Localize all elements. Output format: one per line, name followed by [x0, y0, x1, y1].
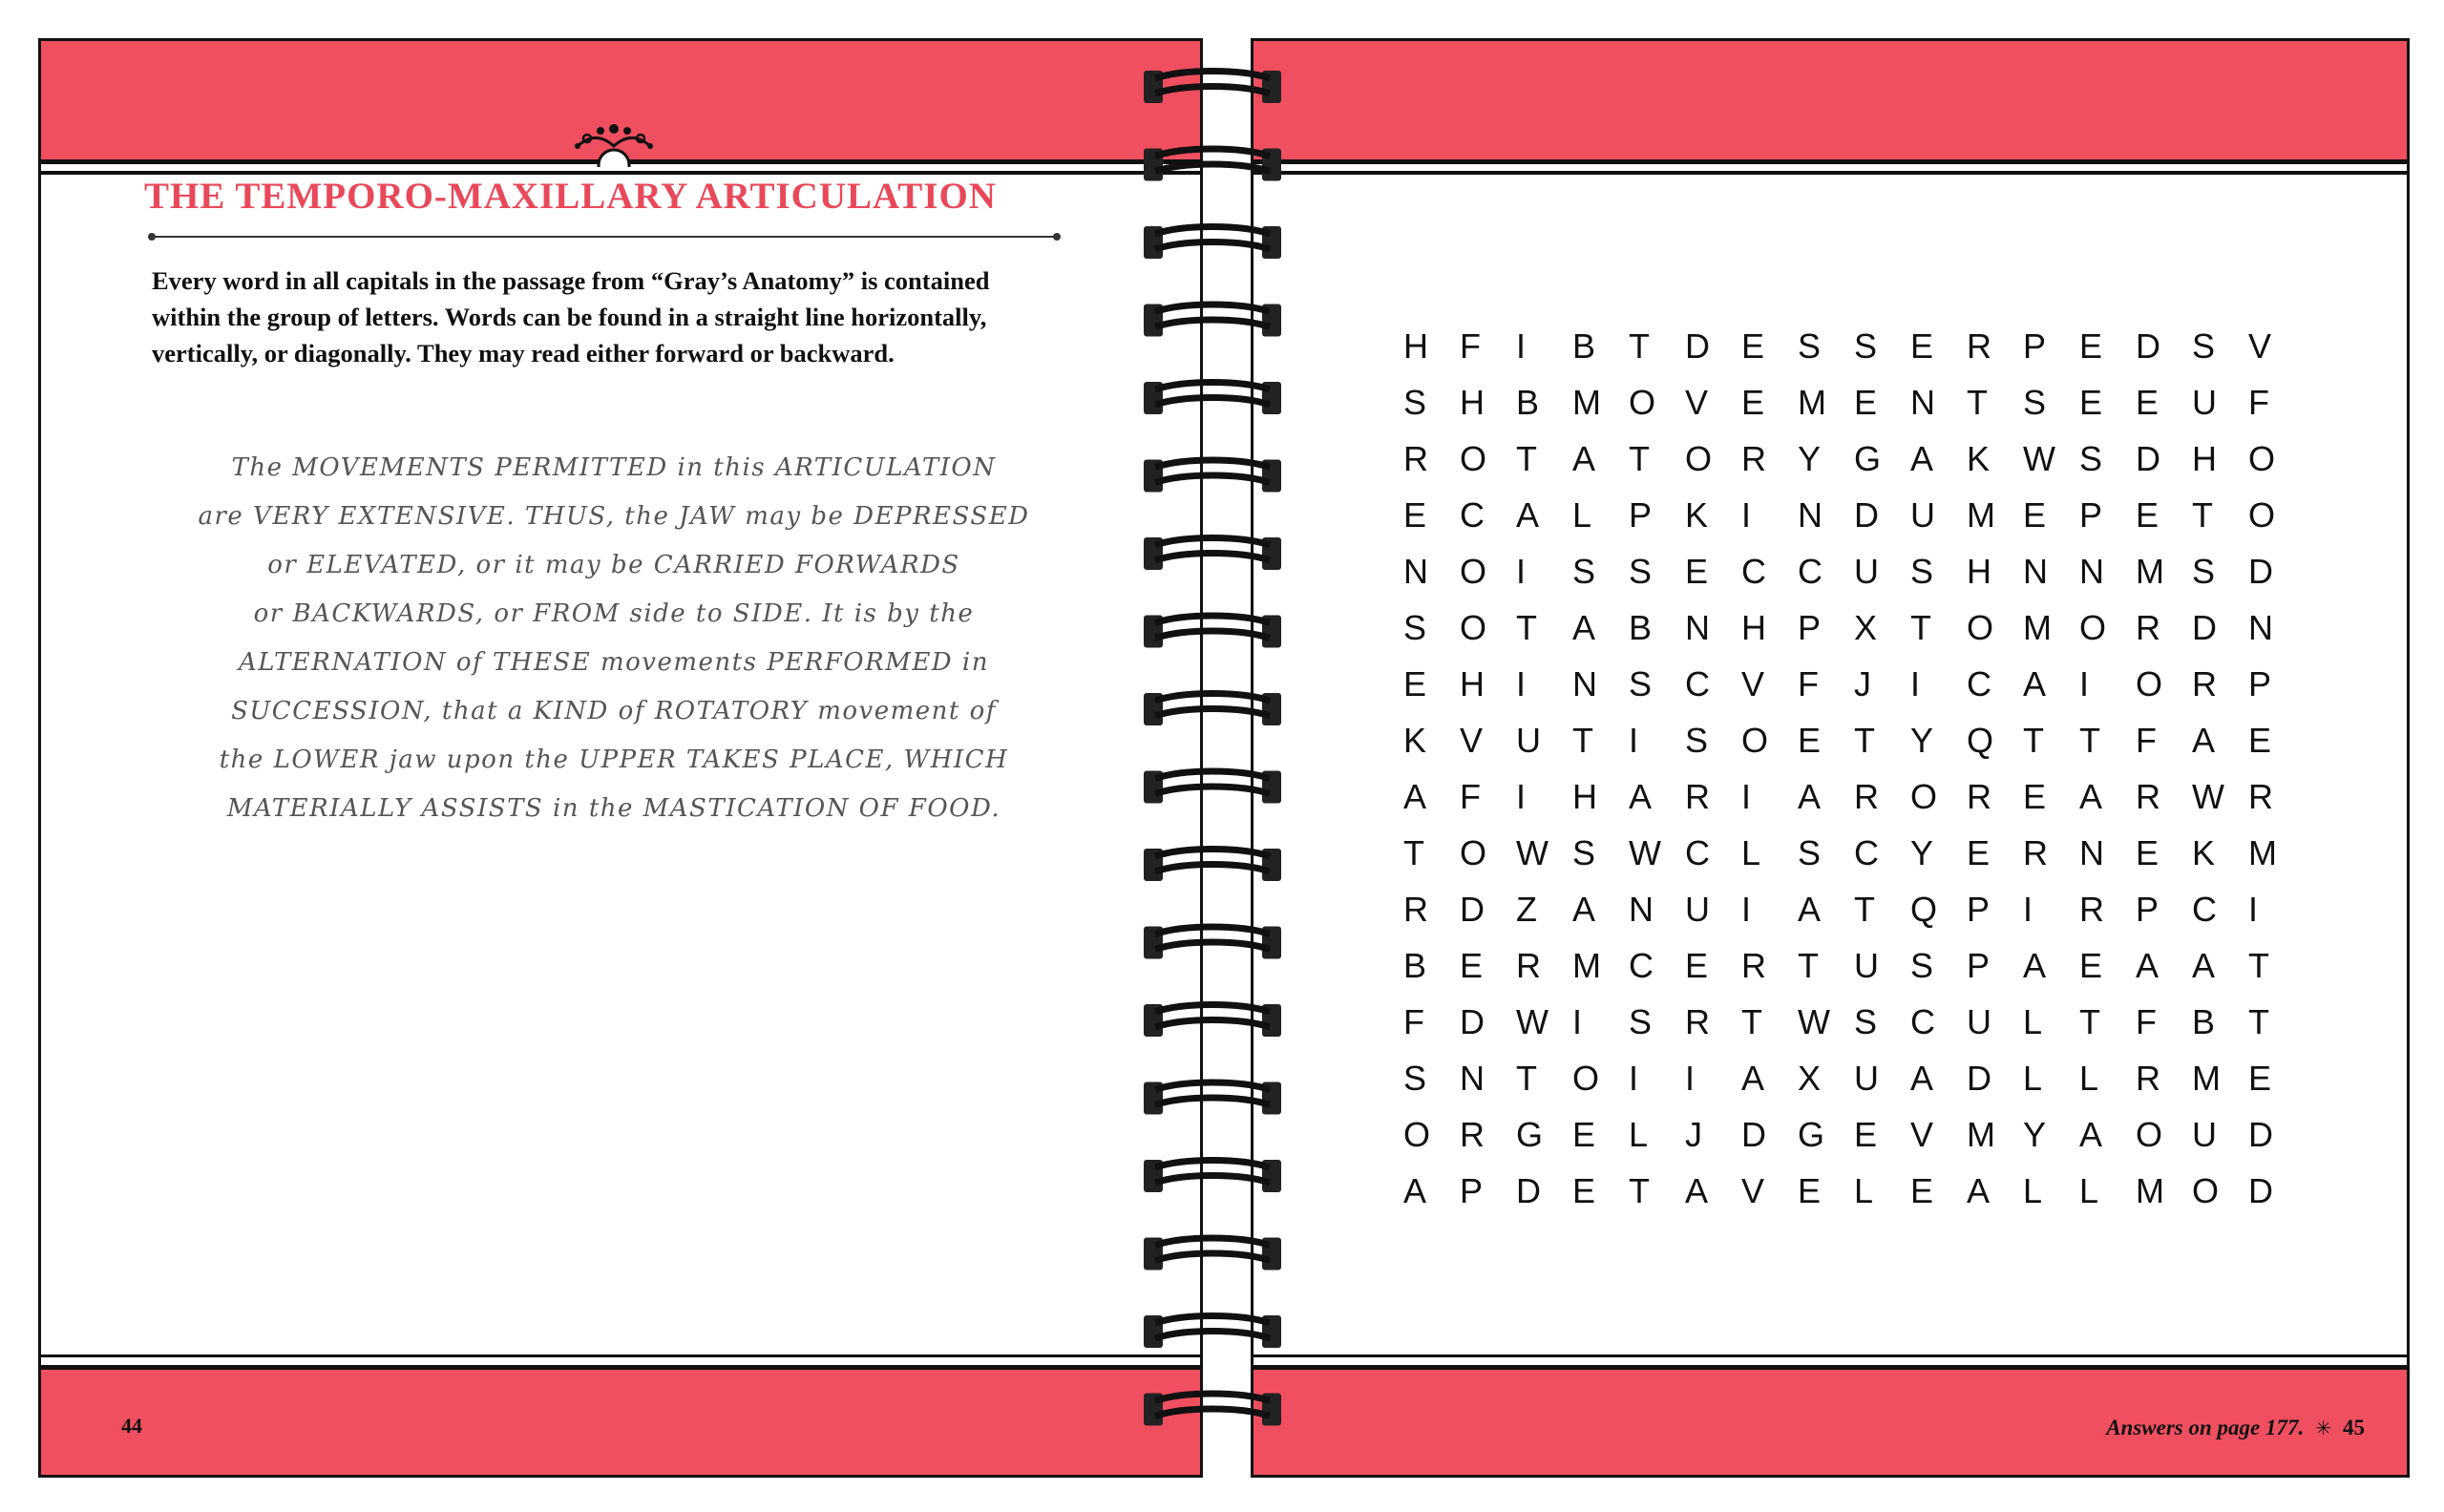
spiral-coil-icon	[1144, 304, 1281, 337]
page-number-left: 44	[121, 1414, 142, 1438]
grid-letter[interactable]: N	[1403, 551, 1428, 591]
grid-letter[interactable]: M	[2248, 832, 2277, 872]
grid-letter[interactable]: A	[1910, 1058, 1934, 1098]
grid-letter[interactable]: E	[1910, 1170, 1934, 1210]
grid-letter[interactable]: A	[1629, 776, 1653, 816]
grid-letter[interactable]: I	[1741, 889, 1752, 929]
anatomy-passage	[156, 444, 1072, 833]
grid-letter[interactable]: R	[1460, 1114, 1485, 1154]
grid-letter[interactable]: O	[1403, 1114, 1431, 1154]
grid-letter[interactable]: E	[2248, 1058, 2272, 1098]
grid-letter[interactable]: A	[1910, 438, 1934, 478]
grid-letter[interactable]: K	[2192, 832, 2216, 872]
grid-letter[interactable]: O	[1460, 551, 1487, 591]
grid-letter[interactable]: D	[1741, 1114, 1766, 1154]
grid-letter[interactable]: A	[1516, 494, 1540, 535]
passage-line: ALTERNATION of THESE movements PERFORMED in	[239, 648, 989, 677]
grid-letter[interactable]: I	[1516, 663, 1527, 704]
grid-letter[interactable]: J	[1854, 663, 1871, 704]
grid-letter[interactable]: L	[2023, 1001, 2043, 1041]
grid-letter[interactable]: N	[1460, 1058, 1485, 1098]
grid-letter[interactable]: R	[2192, 663, 2217, 704]
grid-letter[interactable]: R	[1403, 438, 1428, 478]
passage-line: the LOWER jaw upon the UPPER TAKES PLACE, WHICH	[219, 746, 1009, 774]
grid-letter[interactable]: T	[1967, 382, 1988, 422]
grid-letter[interactable]: E	[2136, 382, 2160, 422]
grid-letter[interactable]: I	[1910, 663, 1921, 704]
grid-letter[interactable]: S	[2079, 438, 2103, 478]
grid-letter[interactable]: U	[1967, 1001, 1991, 1041]
grid-letter[interactable]: O	[1741, 720, 1769, 760]
puzzle-instructions: Every word in all capitals in the passage from “Gray’s Anatomy” is contained within the group of letters. Words can be found in a straight line horizontally, vertically, or diagonally. They may read either forward or backward.	[152, 266, 990, 368]
grid-letter[interactable]: R	[1967, 776, 1991, 816]
grid-letter[interactable]: V	[2248, 326, 2272, 366]
spiral-coil-icon	[1144, 1315, 1281, 1348]
grid-letter[interactable]: N	[2023, 551, 2048, 591]
grid-letter[interactable]: U	[1910, 494, 1935, 535]
grid-letter[interactable]: P	[1967, 945, 1991, 985]
spiral-coil-icon	[1144, 382, 1281, 414]
grid-letter[interactable]: R	[2079, 889, 2104, 929]
grid-letter[interactable]: A	[1572, 889, 1596, 929]
spiral-coil-icon	[1144, 616, 1281, 648]
grid-letter[interactable]: C	[2192, 889, 2217, 929]
grid-letter[interactable]: D	[1516, 1170, 1541, 1210]
grid-letter[interactable]: H	[1572, 776, 1597, 816]
grid-letter[interactable]: O	[1629, 382, 1656, 422]
grid-letter[interactable]: H	[1967, 551, 1991, 591]
grid-letter[interactable]: I	[2023, 889, 2033, 929]
grid-letter[interactable]: O	[1460, 832, 1487, 872]
grid-letter[interactable]: A	[2192, 720, 2216, 760]
grid-letter[interactable]: T	[1516, 438, 1537, 478]
grid-letter[interactable]: D	[1967, 1058, 1991, 1098]
grid-letter[interactable]: E	[1854, 382, 1878, 422]
grid-letter[interactable]: D	[1460, 1001, 1485, 1041]
grid-letter[interactable]: W	[1629, 832, 1661, 872]
grid-letter[interactable]: O	[1910, 776, 1938, 816]
grid-letter[interactable]: H	[2192, 438, 2217, 478]
grid-letter[interactable]: N	[1629, 889, 1654, 929]
grid-letter[interactable]: T	[1403, 832, 1424, 872]
grid-letter[interactable]: L	[1854, 1170, 1874, 1210]
grid-letter[interactable]: Y	[1910, 832, 1934, 872]
grid-letter[interactable]: E	[2079, 382, 2103, 422]
passage-line: are VERY EXTENSIVE. THUS, the JAW may be DEPRESSED	[198, 502, 1030, 531]
grid-letter[interactable]: D	[1460, 889, 1485, 929]
grid-letter[interactable]: P	[2023, 326, 2047, 366]
grid-letter[interactable]: T	[1854, 720, 1875, 760]
spiral-coil-icon	[1144, 771, 1281, 804]
grid-letter[interactable]: H	[1741, 607, 1766, 647]
grid-letter[interactable]: S	[1629, 1001, 1653, 1041]
grid-letter[interactable]: M	[1967, 1114, 1995, 1154]
spiral-coil-icon	[1144, 693, 1281, 725]
grid-letter[interactable]: A	[1798, 889, 1822, 929]
grid-letter[interactable]: S	[1403, 607, 1427, 647]
grid-letter[interactable]: Y	[2023, 1114, 2047, 1154]
grid-letter[interactable]: R	[1685, 776, 1710, 816]
grid-letter[interactable]: U	[2192, 382, 2217, 422]
grid-letter[interactable]: S	[2192, 326, 2216, 366]
grid-letter[interactable]: V	[1460, 720, 1484, 760]
grid-letter[interactable]: I	[1572, 1001, 1583, 1041]
grid-letter[interactable]: A	[2023, 945, 2047, 985]
grid-letter[interactable]: A	[2192, 945, 2216, 985]
grid-letter[interactable]: T	[2079, 1001, 2100, 1041]
grid-letter[interactable]: T	[2023, 720, 2044, 760]
spiral-coil-icon	[1144, 1004, 1281, 1037]
grid-letter[interactable]: I	[1685, 1058, 1696, 1098]
grid-letter[interactable]: I	[1741, 494, 1752, 535]
grid-letter[interactable]: O	[1572, 1058, 1600, 1098]
grid-letter[interactable]: W	[2023, 438, 2055, 478]
grid-letter[interactable]: T	[1854, 889, 1875, 929]
grid-letter[interactable]: I	[1741, 776, 1752, 816]
grid-letter[interactable]: E	[2136, 832, 2160, 872]
spiral-coil-icon	[1144, 1082, 1281, 1115]
grid-letter[interactable]: W	[1798, 1001, 1830, 1041]
grid-letter[interactable]: X	[1798, 1058, 1822, 1098]
grid-letter[interactable]: A	[1403, 1170, 1427, 1210]
grid-letter[interactable]: E	[2248, 720, 2272, 760]
grid-letter[interactable]: S	[1629, 663, 1653, 704]
grid-letter[interactable]: T	[1629, 438, 1650, 478]
grid-letter[interactable]: E	[1572, 1114, 1596, 1154]
grid-letter[interactable]: T	[1629, 1170, 1650, 1210]
grid-letter[interactable]: Y	[1798, 438, 1822, 478]
grid-letter[interactable]: N	[2079, 551, 2104, 591]
grid-letter[interactable]: O	[2192, 1170, 2220, 1210]
grid-letter[interactable]: G	[1516, 1114, 1544, 1154]
grid-letter[interactable]: N	[1798, 494, 1822, 535]
grid-letter[interactable]: E	[1403, 663, 1427, 704]
grid-letter[interactable]: K	[1685, 494, 1709, 535]
grid-letter[interactable]: G	[1854, 438, 1882, 478]
grid-letter[interactable]: M	[1572, 382, 1601, 422]
grid-letter[interactable]: S	[1854, 326, 1878, 366]
grid-letter[interactable]: E	[2023, 494, 2047, 535]
passage-line: or BACKWARDS, or FROM side to SIDE. It is by the	[253, 599, 975, 628]
grid-letter[interactable]: U	[1685, 889, 1710, 929]
grid-letter[interactable]: R	[1403, 889, 1428, 929]
grid-letter[interactable]: T	[2192, 494, 2213, 535]
grid-letter[interactable]: V	[1910, 1114, 1934, 1154]
grid-letter[interactable]: C	[1967, 663, 1991, 704]
grid-letter[interactable]: S	[1572, 832, 1596, 872]
spiral-coil-icon	[1144, 1160, 1281, 1192]
grid-letter[interactable]: A	[1403, 776, 1427, 816]
grid-letter[interactable]: E	[1854, 1114, 1878, 1154]
passage-line: MATERIALLY ASSISTS in the MASTICATION OF FOOD.	[226, 794, 1001, 823]
grid-letter[interactable]: S	[1798, 832, 1822, 872]
grid-letter[interactable]: L	[2023, 1170, 2043, 1210]
grid-letter[interactable]: S	[1910, 945, 1934, 985]
grid-letter[interactable]: S	[1798, 326, 1822, 366]
grid-letter[interactable]: E	[1685, 945, 1709, 985]
grid-letter[interactable]: W	[2192, 776, 2224, 816]
grid-letter[interactable]: T	[1572, 720, 1593, 760]
grid-letter[interactable]: F	[1460, 776, 1481, 816]
grid-letter[interactable]: E	[2079, 945, 2103, 985]
spiral-coil-icon	[1144, 460, 1281, 493]
grid-letter[interactable]: E	[1460, 945, 1484, 985]
grid-letter[interactable]: N	[1685, 607, 1710, 647]
grid-letter[interactable]: O	[2136, 663, 2163, 704]
grid-letter[interactable]: E	[1572, 1170, 1596, 1210]
grid-letter[interactable]: J	[1685, 1114, 1702, 1154]
grid-letter[interactable]: E	[1403, 494, 1427, 535]
grid-letter[interactable]: S	[2192, 551, 2216, 591]
grid-letter[interactable]: B	[2192, 1001, 2216, 1041]
grid-letter[interactable]: E	[2079, 326, 2103, 366]
grid-letter[interactable]: D	[2136, 438, 2160, 478]
grid-letter[interactable]: D	[2248, 1170, 2273, 1210]
grid-letter[interactable]: P	[1460, 1170, 1484, 1210]
grid-letter[interactable]: O	[1967, 607, 1994, 647]
grid-letter[interactable]: E	[1741, 326, 1765, 366]
grid-letter[interactable]: N	[2079, 832, 2104, 872]
grid-letter[interactable]: R	[2023, 832, 2048, 872]
grid-letter[interactable]: H	[1460, 382, 1485, 422]
grid-letter[interactable]: P	[2079, 494, 2103, 535]
grid-letter[interactable]: K	[1403, 720, 1427, 760]
grid-letter[interactable]: O	[2136, 1114, 2163, 1154]
grid-letter[interactable]: U	[1516, 720, 1541, 760]
grid-letter[interactable]: E	[2023, 776, 2047, 816]
grid-letter[interactable]: S	[1685, 720, 1709, 760]
grid-letter[interactable]: P	[2248, 663, 2272, 704]
grid-letter[interactable]: B	[1572, 326, 1596, 366]
grid-letter[interactable]: Q	[1967, 720, 1994, 760]
spiral-binding	[1127, 57, 1298, 1460]
grid-letter[interactable]: O	[1460, 438, 1487, 478]
grid-letter[interactable]: R	[1741, 438, 1766, 478]
grid-letter[interactable]: C	[1685, 832, 1710, 872]
grid-letter[interactable]: S	[1403, 382, 1427, 422]
grid-letter[interactable]: T	[1910, 607, 1931, 647]
grid-letter[interactable]: I	[2079, 663, 2090, 704]
grid-letter[interactable]: F	[2136, 1001, 2157, 1041]
grid-letter[interactable]: I	[1629, 720, 1639, 760]
grid-letter[interactable]: U	[1854, 1058, 1879, 1098]
spiral-coil-icon	[1144, 226, 1281, 259]
grid-letter[interactable]: D	[2136, 326, 2160, 366]
grid-letter[interactable]: C	[1460, 494, 1485, 535]
grid-letter[interactable]: S	[1629, 551, 1653, 591]
grid-letter[interactable]: S	[1910, 551, 1934, 591]
grid-letter[interactable]: T	[2248, 1001, 2269, 1041]
grid-letter[interactable]: C	[1741, 551, 1766, 591]
grid-letter[interactable]: U	[1854, 551, 1879, 591]
grid-letter[interactable]: L	[1741, 832, 1761, 872]
grid-letter[interactable]: M	[2023, 607, 2052, 647]
footer-right	[2106, 1416, 2365, 1440]
grid-letter[interactable]: C	[1685, 663, 1710, 704]
grid-letter[interactable]: F	[2248, 382, 2269, 422]
grid-letter[interactable]: A	[1741, 1058, 1765, 1098]
grid-letter[interactable]: E	[1798, 1170, 1822, 1210]
title-divider	[152, 236, 1057, 238]
grid-letter[interactable]: E	[1741, 382, 1765, 422]
grid-letter[interactable]: N	[1910, 382, 1935, 422]
spiral-coil-icon	[1144, 1238, 1281, 1270]
grid-letter[interactable]: G	[1798, 1114, 1825, 1154]
grid-letter[interactable]: M	[2136, 551, 2164, 591]
grid-letter[interactable]: E	[1685, 551, 1709, 591]
grid-letter[interactable]: H	[1403, 326, 1428, 366]
grid-letter[interactable]: O	[1460, 607, 1487, 647]
grid-letter[interactable]: D	[2192, 607, 2217, 647]
grid-letter[interactable]: F	[1798, 663, 1819, 704]
grid-letter[interactable]: B	[1403, 945, 1427, 985]
grid-letter[interactable]: V	[1685, 382, 1709, 422]
grid-letter[interactable]: F	[1460, 326, 1481, 366]
grid-letter[interactable]: N	[1572, 663, 1597, 704]
grid-letter[interactable]: I	[1516, 776, 1527, 816]
grid-letter[interactable]: A	[1967, 1170, 1991, 1210]
grid-letter[interactable]: S	[2023, 382, 2047, 422]
grid-letter[interactable]: T	[1516, 607, 1537, 647]
grid-letter[interactable]: E	[1910, 326, 1934, 366]
grid-letter[interactable]: L	[2023, 1058, 2043, 1098]
grid-letter[interactable]: I	[1629, 1058, 1639, 1098]
grid-letter[interactable]: C	[1854, 832, 1879, 872]
grid-letter[interactable]: S	[1572, 551, 1596, 591]
grid-letter[interactable]: A	[1572, 438, 1596, 478]
grid-letter[interactable]: O	[2248, 494, 2276, 535]
grid-letter[interactable]: L	[1629, 1114, 1649, 1154]
grid-letter[interactable]: D	[2248, 551, 2273, 591]
passage-line: SUCCESSION, that a KIND of ROTATORY movement of	[231, 697, 997, 725]
grid-letter[interactable]: U	[2192, 1114, 2217, 1154]
grid-letter[interactable]: C	[1629, 945, 1654, 985]
grid-letter[interactable]: P	[1629, 494, 1653, 535]
grid-letter[interactable]: V	[1741, 663, 1765, 704]
grid-letter[interactable]: O	[2079, 607, 2107, 647]
spiral-coil-icon	[1144, 149, 1281, 181]
spiral-coil-icon	[1144, 927, 1281, 959]
grid-letter[interactable]: T	[1629, 326, 1650, 366]
grid-letter[interactable]: R	[1854, 776, 1879, 816]
page-title: THE TEMPORO-MAXILLARY ARTICULATION	[144, 176, 997, 217]
grid-letter[interactable]: A	[1572, 607, 1596, 647]
grid-letter[interactable]: D	[1854, 494, 1879, 535]
grid-letter[interactable]: A	[2079, 1114, 2103, 1154]
left-page	[38, 38, 1203, 1478]
grid-letter[interactable]: L	[2079, 1058, 2099, 1098]
grid-letter[interactable]: Q	[1910, 889, 1938, 929]
grid-letter[interactable]: T	[2079, 720, 2100, 760]
grid-letter[interactable]: T	[1798, 945, 1819, 985]
grid-letter[interactable]: L	[1572, 494, 1592, 535]
grid-letter[interactable]: P	[1798, 607, 1822, 647]
top-band-right	[1254, 41, 2407, 164]
spiral-coil-icon	[1144, 537, 1281, 570]
grid-letter[interactable]: B	[1629, 607, 1653, 647]
grid-letter[interactable]: H	[1460, 663, 1485, 704]
grid-letter[interactable]: M	[2136, 1170, 2164, 1210]
spiral-coil-icon	[1144, 71, 1281, 103]
grid-letter[interactable]: Y	[1910, 720, 1934, 760]
grid-letter[interactable]: N	[2248, 607, 2273, 647]
spiral-coil-icon	[1144, 849, 1281, 881]
grid-letter[interactable]: E	[2136, 494, 2160, 535]
grid-letter[interactable]: M	[2192, 1058, 2221, 1098]
grid-letter[interactable]: T	[1516, 1058, 1537, 1098]
grid-letter[interactable]: A	[1798, 776, 1822, 816]
grid-letter[interactable]: R	[1967, 326, 1991, 366]
grid-letter[interactable]: Z	[1516, 889, 1537, 929]
grid-letter[interactable]: W	[1516, 1001, 1549, 1041]
right-page	[1251, 38, 2410, 1478]
grid-letter[interactable]: T	[1741, 1001, 1762, 1041]
grid-letter[interactable]: I	[2248, 889, 2259, 929]
asterisk-icon: ✳	[2315, 1418, 2331, 1439]
grid-letter[interactable]: U	[1854, 945, 1879, 985]
grid-letter[interactable]: V	[1741, 1170, 1765, 1210]
passage-line: The MOVEMENTS PERMITTED in this ARTICULATION	[231, 453, 997, 482]
grid-letter[interactable]: R	[1516, 945, 1541, 985]
grid-letter[interactable]: W	[1516, 832, 1549, 872]
grid-letter[interactable]: P	[1967, 889, 1991, 929]
grid-letter[interactable]: A	[2023, 663, 2047, 704]
grid-letter[interactable]: I	[1516, 551, 1527, 591]
grid-letter[interactable]: M	[1967, 494, 1995, 535]
grid-letter[interactable]: F	[2136, 720, 2157, 760]
grid-letter[interactable]: S	[1854, 1001, 1878, 1041]
flourish-ornament-icon	[557, 110, 671, 167]
grid-letter[interactable]: O	[1685, 438, 1713, 478]
grid-letter[interactable]: C	[1910, 1001, 1935, 1041]
grid-letter[interactable]: T	[2248, 945, 2269, 985]
grid-letter[interactable]: C	[1798, 551, 1822, 591]
grid-letter[interactable]: I	[1516, 326, 1527, 366]
grid-letter[interactable]: R	[2136, 776, 2160, 816]
grid-letter[interactable]: R	[1685, 1001, 1710, 1041]
word-search-grid[interactable]	[1400, 318, 2301, 1219]
grid-letter[interactable]: R	[2248, 776, 2273, 816]
bottom-band-left	[41, 1365, 1200, 1475]
grid-letter[interactable]: L	[2079, 1170, 2099, 1210]
grid-letter[interactable]: R	[2136, 1058, 2160, 1098]
spiral-coil-icon	[1144, 1394, 1281, 1426]
grid-letter[interactable]: A	[2079, 776, 2103, 816]
grid-letter[interactable]: A	[2136, 945, 2160, 985]
grid-letter[interactable]: M	[1572, 945, 1601, 985]
grid-letter[interactable]: R	[1741, 945, 1766, 985]
grid-letter[interactable]: S	[1403, 1058, 1427, 1098]
grid-letter[interactable]: F	[1403, 1001, 1424, 1041]
passage-line: or ELEVATED, or it may be CARRIED FORWARDS	[267, 551, 960, 579]
grid-letter[interactable]: K	[1967, 438, 1991, 478]
grid-letter[interactable]: O	[2248, 438, 2276, 478]
page-number-right: 45	[2343, 1416, 2365, 1439]
answers-note: Answers on page 177.	[2106, 1416, 2305, 1439]
grid-letter[interactable]: A	[1685, 1170, 1709, 1210]
grid-letter[interactable]: B	[1516, 382, 1540, 422]
grid-letter[interactable]: E	[1967, 832, 1991, 872]
grid-letter[interactable]: D	[2248, 1114, 2273, 1154]
grid-letter[interactable]: M	[1798, 382, 1826, 422]
grid-letter[interactable]: P	[2136, 889, 2160, 929]
grid-letter[interactable]: X	[1854, 607, 1878, 647]
grid-letter[interactable]: D	[1685, 326, 1710, 366]
grid-letter[interactable]: R	[2136, 607, 2160, 647]
grid-letter[interactable]: E	[1798, 720, 1822, 760]
